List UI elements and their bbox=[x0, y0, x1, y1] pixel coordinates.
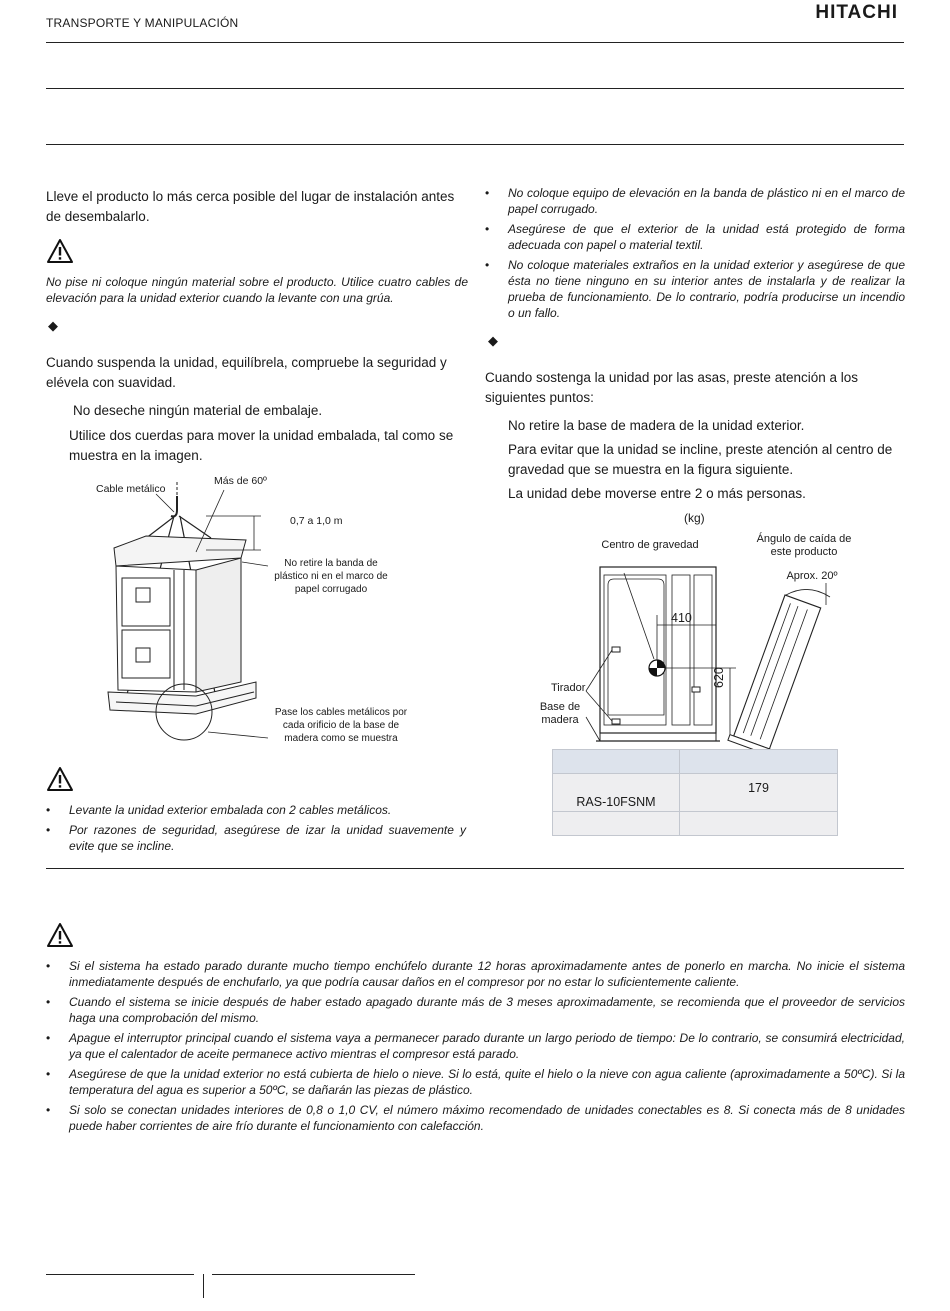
footer-rule bbox=[212, 1274, 415, 1275]
list-item: • Asegúrese de que la unidad exterior no está cubierta de hielo o nieve. Si lo está, quite el hielo o la nieve con agua caliente (aproximadamente a 50ºC). Si la temperatura del agua es superior a 50ºC, se dañarán las piezas de plástico. bbox=[46, 1066, 905, 1098]
warning-icon bbox=[46, 238, 74, 264]
dim-vertical: 620 bbox=[712, 667, 726, 688]
footer-separator bbox=[203, 1274, 204, 1298]
handle-label: Tirador bbox=[551, 682, 586, 694]
tilt-label: Ángulo de caída de este producto bbox=[756, 533, 852, 558]
angle-label: Más de 60º bbox=[214, 475, 267, 487]
warning-icon bbox=[46, 766, 74, 792]
brand-logo: HITACHI bbox=[815, 2, 898, 23]
model-cell: RAS-10FSNM bbox=[553, 774, 680, 812]
warning-icon bbox=[46, 922, 74, 948]
approx-label: Aprox. 20º bbox=[786, 570, 838, 582]
divider bbox=[46, 88, 904, 89]
diamond-bullet-icon: ◆ bbox=[488, 333, 498, 348]
dim-horizontal: 410 bbox=[671, 611, 692, 625]
list-item: • Si el sistema ha estado parado durante mucho tiempo enchúfelo durante 12 horas aproximadamente antes de ponerlo en marcha. No inicie el sistema inmediatamente después de enchufarlo, ya que podría causar daños en el compresor por no estar lo suficientemente caliente. bbox=[46, 958, 905, 990]
list-item: • No coloque materiales extraños en la unidad exterior y asegúrese de que ésta no tiene ninguno en su interior antes de instalarla y de realizar la prueba de funcionamiento. De lo contrario, podría producirse un incendio o un fallo. bbox=[485, 257, 905, 321]
item-text: No deseche ningún material de embalaje. bbox=[73, 403, 323, 418]
suspend-text: Cuando suspenda la unidad, equilíbrela, compruebe la seguridad y elévela con suavidad. bbox=[46, 355, 447, 390]
weight-cell: 179 bbox=[680, 774, 838, 812]
warning-text: No pise ni coloque ningún material sobre el producto. Utilice cuatro cables de elevación para la unidad exterior cuando la levante con una grúa. bbox=[46, 275, 468, 305]
gravity-label: Centro de gravedad bbox=[601, 539, 699, 551]
section-title: TRANSPORTE Y MANIPULACIÓN bbox=[46, 16, 239, 30]
precaution-list bbox=[485, 185, 905, 325]
handles-text: Cuando sostenga la unidad por las asas, preste atención a los siguientes puntos: bbox=[485, 370, 858, 405]
list-item: • Cuando el sistema se inicie después de haber estado apagado durante más de 3 meses aproximadamente, se recomienda que el proveedor de servicios haga una comprobación del mismo. bbox=[46, 994, 905, 1026]
list-item: • Apague el interruptor principal cuando el sistema vaya a permanecer parado durante un largo periodo de tiempo: De lo contrario, se consumirá electricidad, ya que el calentador de aceite permanece activo mientras el compresor está parado. bbox=[46, 1030, 905, 1062]
item-text: Utilice dos cuerdas para mover la unidad embalada, tal como se muestra en la imagen. bbox=[69, 428, 454, 463]
cable-label: Cable metálico bbox=[96, 483, 166, 495]
list-item: • No coloque equipo de elevación en la banda de plástico ni en el marco de papel corrugado. bbox=[485, 185, 905, 217]
list-item: • Si solo se conectan unidades interiores de 0,8 o 1,0 CV, el número máximo recomendado de unidades conectables es 8. Si conecta más de 8 unidades puede haber corrientes de aire frío durante el funcionamiento con calefacción. bbox=[46, 1102, 905, 1134]
item-text: La unidad debe moverse entre 2 o más personas. bbox=[508, 486, 806, 501]
list-item: • Levante la unidad exterior embalada con 2 cables metálicos. bbox=[46, 802, 466, 818]
unit-label: (kg) bbox=[684, 511, 705, 525]
section-rule bbox=[46, 868, 904, 869]
band-label: No retire la banda de plástico ni en el marco de papel corrugado bbox=[274, 558, 388, 595]
notes-list bbox=[46, 958, 905, 1138]
header-rule bbox=[46, 42, 904, 43]
divider bbox=[46, 144, 904, 145]
intro-text: Lleve el producto lo más cerca posible del lugar de instalación antes de desembalarlo. bbox=[46, 189, 455, 224]
list-item: • Por razones de seguridad, asegúrese de izar la unidad suavemente y evite que se incline. bbox=[46, 822, 466, 854]
list-item: • Asegúrese de que el exterior de la unidad está protegido de forma adecuada con papel o material textil. bbox=[485, 221, 905, 253]
item-text: No retire la base de madera de la unidad exterior. bbox=[508, 418, 805, 433]
warning-list bbox=[46, 802, 466, 858]
footer-rule bbox=[46, 1274, 194, 1275]
diamond-bullet-icon: ◆ bbox=[48, 318, 58, 333]
height-label: 0,7 a 1,0 m bbox=[290, 515, 343, 527]
weight-table bbox=[552, 749, 838, 836]
pass-label: Pase los cables metálicos por cada orificio de la base de madera como se muestra bbox=[274, 707, 408, 744]
item-text: Para evitar que la unidad se incline, preste atención al centro de gravedad que se muestra en la figura siguiente. bbox=[508, 442, 893, 477]
base-label: Base de madera bbox=[539, 701, 581, 726]
